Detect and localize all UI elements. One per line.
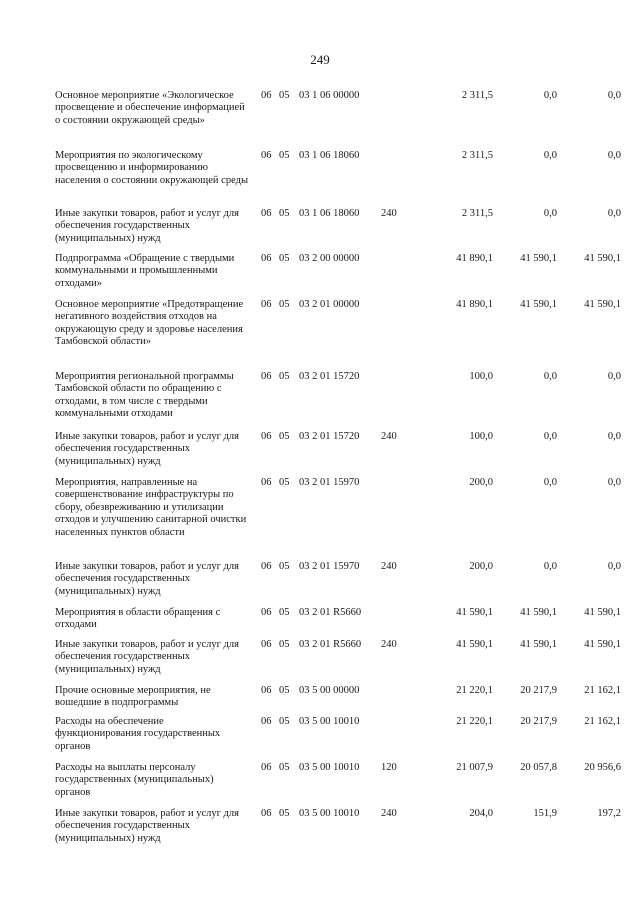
- amount-year-1: 200,0: [469, 561, 493, 572]
- subsection-code: 05: [279, 253, 290, 264]
- row-name: Иные закупки товаров, работ и услуг для обеспечения государственных (муниципальных) нужд: [55, 808, 239, 844]
- expense-type-code: 240: [381, 208, 397, 219]
- row-name: Иные закупки товаров, работ и услуг для обеспечения государственных (муниципальных) нужд: [55, 208, 239, 244]
- amount-year-2: 20 057,8: [520, 762, 557, 773]
- amount-year-2: 41 590,1: [520, 253, 557, 264]
- amount-year-1: 2 311,5: [461, 150, 493, 161]
- expense-type-code: 240: [381, 561, 397, 572]
- section-code: 06: [261, 371, 272, 382]
- subsection-code: 05: [279, 90, 290, 101]
- subsection-code: 05: [279, 716, 290, 727]
- section-code: 06: [261, 299, 272, 310]
- subsection-code: 05: [279, 808, 290, 819]
- amount-year-1: 21 220,1: [456, 716, 493, 727]
- amount-year-2: 41 590,1: [520, 299, 557, 310]
- subsection-code: 05: [279, 477, 290, 488]
- row-name: Мероприятия, направленные на совершенствование инфраструктуры по сбору, обезвреживанию и утилизации отходов и улучшению санитарной очистки населенных пунктов области: [55, 477, 247, 538]
- section-code: 06: [261, 208, 272, 219]
- section-code: 06: [261, 253, 272, 264]
- row-name: Иные закупки товаров, работ и услуг для обеспечения государственных (муниципальных) нужд: [55, 431, 239, 467]
- amount-year-1: 100,0: [469, 431, 493, 442]
- amount-year-2: 0,0: [543, 431, 557, 442]
- target-article-code: 03 2 01 15970: [299, 561, 360, 572]
- target-article-code: 03 1 06 00000: [299, 90, 360, 101]
- row-name: Подпрограмма «Обращение с твердыми коммунальными и промышленными отходами»: [55, 253, 235, 289]
- expense-type-code: 240: [381, 808, 397, 819]
- amount-year-2: 0,0: [543, 90, 557, 101]
- amount-year-1: 41 590,1: [456, 607, 493, 618]
- row-name: Прочие основные мероприятия, не вошедшие в подпрограммы: [55, 685, 211, 709]
- amount-year-3: 41 590,1: [584, 299, 621, 310]
- amount-year-3: 20 956,6: [584, 762, 621, 773]
- target-article-code: 03 2 01 R5660: [299, 639, 362, 650]
- target-article-code: 03 5 00 10010: [299, 762, 360, 773]
- target-article-code: 03 2 01 00000: [299, 299, 360, 310]
- target-article-code: 03 2 01 15720: [299, 371, 360, 382]
- section-code: 06: [261, 639, 272, 650]
- amount-year-1: 41 590,1: [456, 639, 493, 650]
- amount-year-2: 0,0: [543, 561, 557, 572]
- subsection-code: 05: [279, 607, 290, 618]
- subsection-code: 05: [279, 762, 290, 773]
- section-code: 06: [261, 607, 272, 618]
- amount-year-2: 0,0: [543, 371, 557, 382]
- amount-year-2: 20 217,9: [520, 716, 557, 727]
- amount-year-3: 0,0: [607, 208, 621, 219]
- section-code: 06: [261, 561, 272, 572]
- section-code: 06: [261, 685, 272, 696]
- row-name: Основное мероприятие «Предотвращение негативного воздействия отходов на окружающую среду и здоровье населения Тамбовской области»: [55, 299, 244, 348]
- section-code: 06: [261, 90, 272, 101]
- row-name: Расходы на выплаты персоналу государственных (муниципальных) органов: [55, 762, 214, 798]
- amount-year-3: 21 162,1: [584, 716, 621, 727]
- amount-year-1: 200,0: [469, 477, 493, 488]
- expense-type-code: 240: [381, 431, 397, 442]
- target-article-code: 03 2 00 00000: [299, 253, 360, 264]
- amount-year-3: 0,0: [607, 561, 621, 572]
- amount-year-3: 0,0: [607, 150, 621, 161]
- section-code: 06: [261, 762, 272, 773]
- section-code: 06: [261, 716, 272, 727]
- section-code: 06: [261, 150, 272, 161]
- amount-year-3: 0,0: [607, 371, 621, 382]
- amount-year-3: 41 590,1: [584, 639, 621, 650]
- target-article-code: 03 5 00 00000: [299, 685, 360, 696]
- row-name: Мероприятия по экологическому просвещению и информированию населения о состоянии окружающей среды: [55, 150, 248, 186]
- target-article-code: 03 1 06 18060: [299, 150, 360, 161]
- amount-year-2: 0,0: [543, 208, 557, 219]
- amount-year-2: 0,0: [543, 477, 557, 488]
- amount-year-2: 0,0: [543, 150, 557, 161]
- expense-type-code: 120: [381, 762, 397, 773]
- expense-type-code: 240: [381, 639, 397, 650]
- amount-year-3: 0,0: [607, 477, 621, 488]
- row-name: Иные закупки товаров, работ и услуг для обеспечения государственных (муниципальных) нужд: [55, 639, 239, 675]
- amount-year-2: 41 590,1: [520, 607, 557, 618]
- page-number: 249: [310, 52, 330, 67]
- amount-year-2: 41 590,1: [520, 639, 557, 650]
- target-article-code: 03 1 06 18060: [299, 208, 360, 219]
- amount-year-3: 41 590,1: [584, 607, 621, 618]
- subsection-code: 05: [279, 561, 290, 572]
- target-article-code: 03 5 00 10010: [299, 716, 360, 727]
- amount-year-1: 204,0: [469, 808, 493, 819]
- subsection-code: 05: [279, 150, 290, 161]
- row-name: Основное мероприятие «Экологическое просвещение и обеспечение информацией о состоянии окружающей среды»: [55, 90, 245, 126]
- amount-year-1: 41 890,1: [456, 253, 493, 264]
- section-code: 06: [261, 808, 272, 819]
- amount-year-3: 0,0: [607, 90, 621, 101]
- subsection-code: 05: [279, 685, 290, 696]
- amount-year-1: 21 007,9: [456, 762, 493, 773]
- amount-year-3: 41 590,1: [584, 253, 621, 264]
- target-article-code: 03 2 01 15720: [299, 431, 360, 442]
- amount-year-1: 100,0: [469, 371, 493, 382]
- subsection-code: 05: [279, 299, 290, 310]
- target-article-code: 03 2 01 R5660: [299, 607, 362, 618]
- subsection-code: 05: [279, 639, 290, 650]
- amount-year-2: 20 217,9: [520, 685, 557, 696]
- amount-year-2: 151,9: [533, 808, 557, 819]
- amount-year-1: 21 220,1: [456, 685, 493, 696]
- row-name: Расходы на обеспечение функционирования государственных органов: [55, 716, 221, 752]
- amount-year-3: 21 162,1: [584, 685, 621, 696]
- amount-year-1: 41 890,1: [456, 299, 493, 310]
- row-name: Мероприятия в области обращения с отходами: [55, 607, 221, 631]
- row-name: Иные закупки товаров, работ и услуг для обеспечения государственных (муниципальных) нужд: [55, 561, 239, 597]
- amount-year-3: 0,0: [607, 431, 621, 442]
- subsection-code: 05: [279, 208, 290, 219]
- amount-year-3: 197,2: [597, 808, 621, 819]
- target-article-code: 03 5 00 10010: [299, 808, 360, 819]
- target-article-code: 03 2 01 15970: [299, 477, 360, 488]
- row-name: Мероприятия региональной программы Тамбовской области по обращению с отходами, в том числе с твердыми коммунальными отходами: [55, 371, 234, 420]
- subsection-code: 05: [279, 431, 290, 442]
- subsection-code: 05: [279, 371, 290, 382]
- amount-year-1: 2 311,5: [461, 208, 493, 219]
- section-code: 06: [261, 431, 272, 442]
- amount-year-1: 2 311,5: [461, 90, 493, 101]
- section-code: 06: [261, 477, 272, 488]
